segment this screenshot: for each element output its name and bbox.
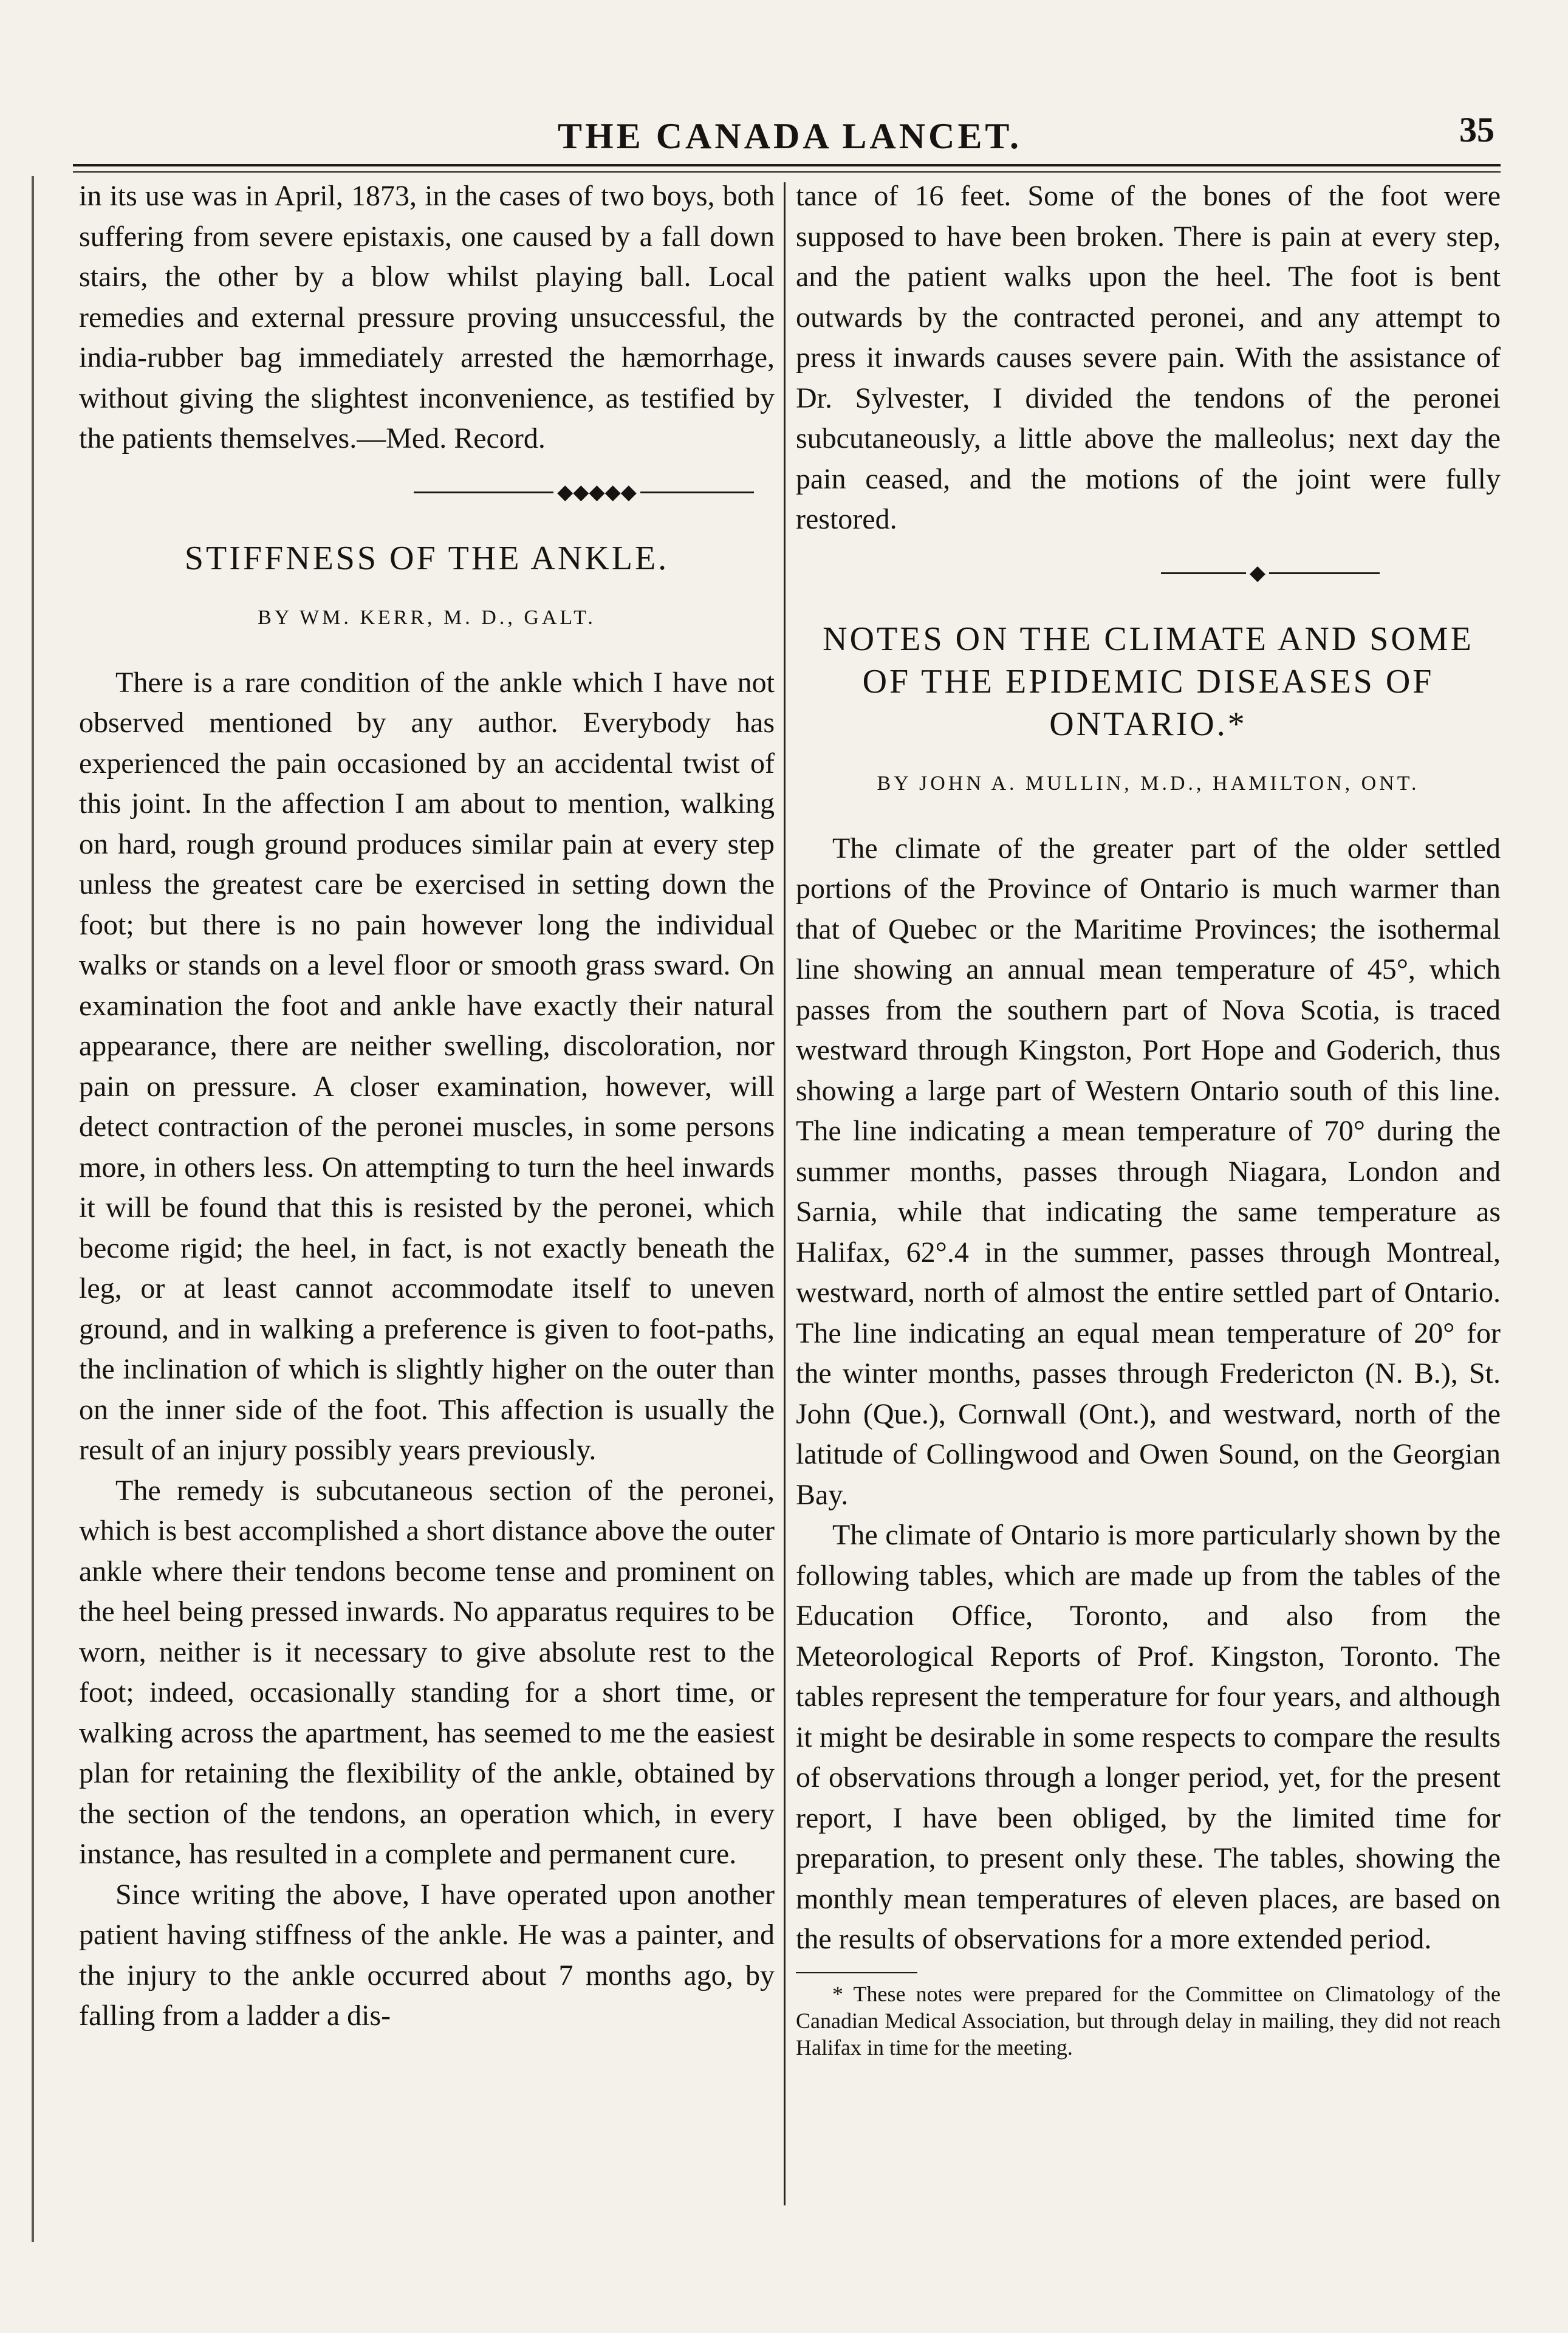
body-paragraph: The climate of the greater part of the older settled portions of the Province of Ontario is much warmer than that of Quebec or the Maritime Provinces; the isothermal line showing an annual mean temperature of 45°, which passes from the southern part of Nova Scotia, is traced westward through Kingston, Port Hope and Goderich, thus showing a large part of Western Ontario south of this line. The line indicating a mean temperature of 70° during the summer months, passes through Niagara, London and Sarnia, while that indicating the same temperature as Halifax, 62°.4 in the summer, passes through Montreal, westward, north of almost the entire settled part of Ontario. The line indicating an equal mean temperature of 20° for the winter months, passes through Fredericton (N. B.), St. John (Que.), Cornwall (Ont.), and westward, north of the latitude of Collingwood and Owen Sound, on the Georgian Bay. (796, 832, 1501, 1511)
body-paragraph: Since writing the above, I have operated upon another patient having stiffness of the ankle. He was a painter, and the injury to the ankle occurred about 7 months ago, by falling from a ladder a dis- (79, 1878, 775, 2032)
body-paragraph: The remedy is subcutaneous section of the peronei, which is best accomplished a short distance above the outer ankle where their tendons become tense and prominent on the heel being pressed inwards. No apparatus requires to be worn, neither is it necessary to give absolute rest to the foot; indeed, occasionally standing for a short time, or walking across the apartment, has seemed to me the easiest plan for retaining the flexibility of the ankle, obtained by the section of the tendons, an operation which, in every instance, has resulted in a complete and permanent cure. (79, 1474, 775, 1870)
running-title: THE CANADA LANCET. (558, 116, 1022, 156)
separator-ornament-icon: ◆ (1246, 553, 1269, 594)
section-separator (796, 553, 1501, 594)
body-paragraph: The climate of Ontario is more particularly shown by the following tables, which are made up from the tables of the Education Office, Toronto, and also from the Meteorological Reports of Prof. Kingston, Toronto. The tables represent the temperature for four years, and although it might be desirable in some respects to compare the results of observations through a longer period, yet, for the present report, I have been obliged, by the limited time for preparation, to present only these. The tables, showing the monthly mean temperatures of eleven places, are based on the results of observations for a more extended period. (796, 1519, 1501, 1955)
body-paragraph: There is a rare condition of the ankle which I have not observed mentioned by any author. Everybody has experienced the pain occasioned by an accidental twist of this joint. In the affection I am about to mention, walking on hard, rough ground produces similar pain at every step unless the greatest care be exercised in setting down the foot; but there is no pain however long the individual walks or stands on a level floor or smooth grass sward. On examination the foot and ankle have exactly their natural appearance, there are neither swelling, discoloration, nor pain on pressure. A closer examination, however, will detect contraction of the peronei muscles, in some persons more, in others less. On attempting to turn the heel inwards it will be found that this is resisted by the peronei, which become rigid; the heel, in fact, is not exactly beneath the leg, or at least cannot accommodate itself to uneven ground, and in walking a preference is given to foot-paths, the inclination of which is slightly higher on the outer than on the inner side of the foot. This affection is usually the result of an injury possibly years previously. (79, 666, 775, 1466)
article-title: NOTES ON THE CLIMATE AND SOME OF THE EPIDEMIC DISEASES OF ONTARIO.* (823, 620, 1474, 743)
separator-line (1161, 572, 1380, 574)
left-column (79, 176, 775, 2037)
article-byline: BY WM. KERR, M. D., GALT. (258, 606, 596, 629)
footnote-rule (796, 1972, 917, 1973)
footnote: * These notes were prepared for the Committee on Climatology of the Canadian Medical Association, but through delay in mailing, they did not reach Halifax in time for the meeting. (796, 1981, 1501, 2060)
continuation-paragraph: tance of 16 feet. Some of the bones of the foot were supposed to have been broken. There is pain at every step, and the patient walks upon the heel. The foot is bent outwards by the contracted peronei, and any attempt to press it inwards causes severe pain. With the assistance of Dr. Sylvester, I divided the tendons of the peronei subcutaneously, a little above the malleolus; next day the pain ceased, and the motions of the joint were fully restored. (796, 180, 1501, 535)
page-number: 35 (1459, 110, 1494, 149)
continuation-paragraph: in its use was in April, 1873, in the cases of two boys, both suffering from severe epistaxis, one caused by a fall down stairs, the other by a blow whilst playing ball. Local remedies and external pressure proving unsuccessful, the india-rubber bag immediately arrested the hæmorrhage, without giving the slightest inconvenience, as testified by the patients themselves.—Med. Record. (79, 180, 775, 454)
header-rule-thin (73, 171, 1501, 173)
gutter-edge (32, 176, 34, 2242)
header-rule (73, 164, 1501, 166)
separator-ornament-icon: ◆◆◆◆◆ (553, 473, 640, 513)
article-title: STIFFNESS OF THE ANKLE. (184, 540, 669, 577)
column-divider (784, 182, 786, 2205)
section-separator (79, 473, 775, 513)
page-header (85, 109, 1494, 164)
article-byline: BY JOHN A. MULLIN, M.D., HAMILTON, ONT. (877, 772, 1420, 795)
right-column (796, 176, 1501, 2061)
